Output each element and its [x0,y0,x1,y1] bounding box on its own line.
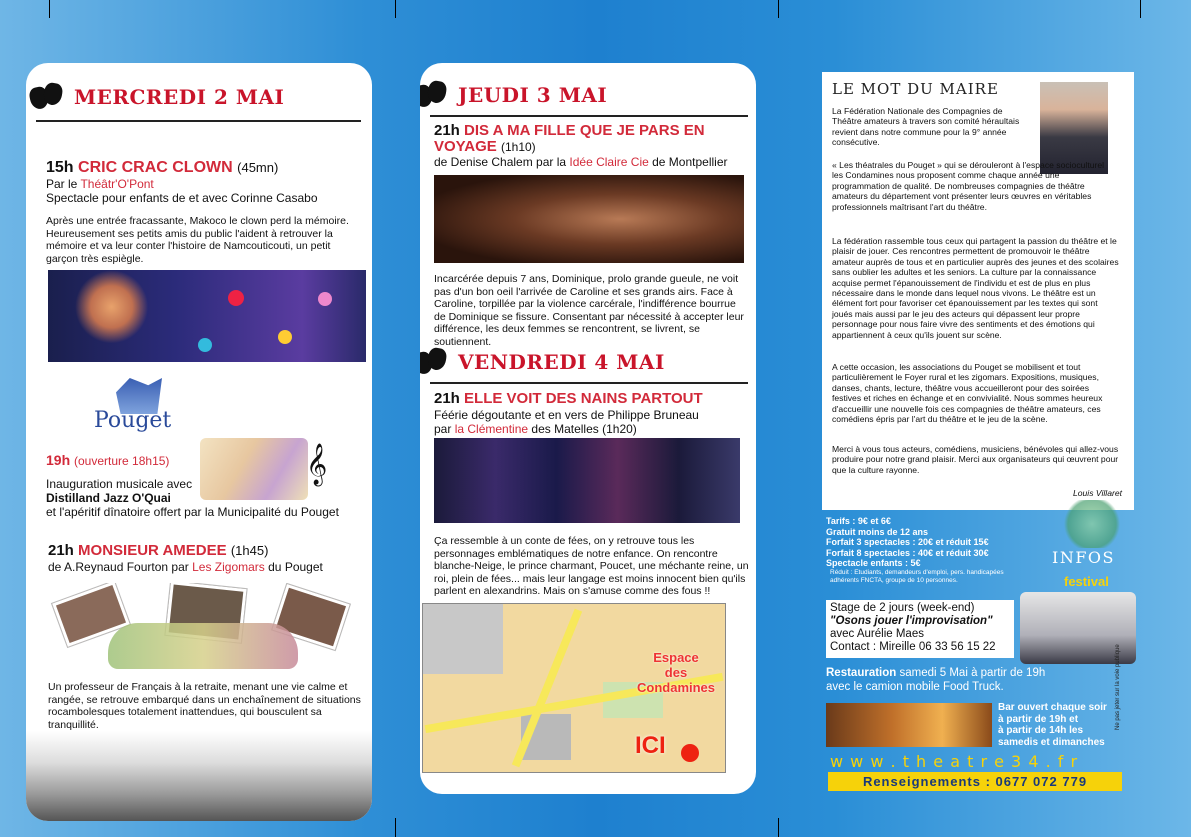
ball-decoration [278,330,292,344]
event-nains-partout: 21h ELLE VOIT DES NAINS PARTOUT Féérie dégoutante et en vers de Philippe Bruneau par la Clémentine des Matelles (1h20) [434,390,703,436]
event-duration: (45mn) [237,160,279,175]
map-photo [423,604,503,674]
event-description: Un professeur de Français à la retraite, menant une vie calme et rangée, se retrouve embarqué dans un enchaînement de situations rocambolesques totalement inattendues, qui bousculent sa tranquillité. [48,681,361,731]
mayor-paragraph: « Les théatrales du Pouget » qui se dérouleront à l'espace socioculturel les Condamines nous proposent comme chaque année une programmation de qualité. De nombreuses compagnies de théâtre amateurs du département vont présenter leurs œuvres en véritables professionnels maîtrisant l'art du théâtre. [832,160,1105,212]
zigomars-photo-collage [28,583,364,673]
infos-label: INFOS [1052,548,1115,567]
event-title: MONSIEUR AMEDEE [78,542,227,559]
panel-mayor-message [822,72,1134,510]
ball-decoration [198,338,212,352]
event-duration: (1h45) [230,543,269,558]
ball-decoration [228,290,244,306]
event-time: 21h [434,390,460,407]
map-venue-label: Espace des Condamines [637,650,716,695]
location-pin-icon [681,744,699,762]
crop-mark [778,0,779,18]
music-note-icon: 𝄞 [306,443,328,484]
day-header-thursday [420,81,607,109]
website-link[interactable]: w w w . t h e a t r e 3 4 . f r [830,752,1079,771]
mayor-paragraph: La Fédération Nationale des Compagnies de Théâtre amateurs à travers son comité héraultais revient dans notre commune pour la 9° année consécutive. [832,106,1020,148]
mayor-paragraph: La fédération rassemble tous ceux qui partagent la passion du théâtre et le plaisir de jouer. Ces rencontres permettent de promouvoir le théâtre amateur auprès de tous et en particulier auprès des jeunes et des scolaires sans oublier les adultes et les seniors. La culture par la connaissance acquise permet l'épanouissement de l'individu et est de plus en plus nécessaire dans le monde dans lequel nous vivons. Le théâtre est un élément fort pour favoriser cet épanouissement par les textes qui sont joués mais aussi par le jeu des acteurs qui dépassent leur propre personnage pour nous faire vivre des sentiments et des émotions qui appartiennent à ceux qu'ils jouent sur scène. [832,236,1119,340]
pouget-logo: Pouget [94,378,164,442]
event-time: 15h [46,159,74,176]
event-cric-crac: 15h CRIC CRAC CLOWN (45mn) Par le Théâtr'O'Pont Spectacle pour enfants de et avec Corinne Casabo [46,159,318,205]
divider [36,120,361,122]
company-name: Les Zigomars [192,560,265,574]
event-time: 21h [48,542,74,559]
event-time: 19h [46,452,71,468]
theatre-masks-icon [30,83,64,111]
event-title: DIS A MA FILLE QUE JE PARS EN VOYAGE [434,122,705,155]
audience-silhouettes [26,731,372,821]
mayor-paragraph: A cette occasion, les associations du Pouget se mobilisent et tout particulièrement le Foyer rural et les zigomars. Expositions, musiques, danses, chants, lecture, théâtre vous accueilleront pour des soirées festives et riches en échange et en convivialité. Nous sommes heureux d'accueillir une nouvelle fois ces compagnies de théâtre amateurs, ces comédiens épris par l'art du théâtre et le jeu de la scène. [832,362,1103,425]
play-photo-women [434,175,744,263]
event-monsieur-amedee: 21h MONSIEUR AMEDEE (1h45) de A.Reynaud Fourton par Les Zigomars du Pouget [48,542,323,574]
bar-info: Bar ouvert chaque soir à partir de 19h et à partir de 14h les samedis et dimanches [998,702,1107,748]
event-inauguration: 19h (ouverture 18h15) [46,452,170,468]
price-list: Tarifs : 9€ et 6€ Gratuit moins de 12 ans Forfait 3 spectacles : 20€ et réduit 15€ Forfait 8 spectacles : 40€ et réduit 30€ Spectacle enfants : 5€ Réduit : Etudiants, demandeurs d'emploi, pers. handicapées adhérents FNCTA, groupe de 10 personnes. [826,516,1004,584]
crop-mark [395,818,396,837]
restauration-info: Restauration samedi 5 Mai à partir de 19h avec le camion mobile Food Truck. [826,667,1046,693]
stage-box: Stage de 2 jours (week-end) "Osons jouer l'improvisation" avec Aurélie Maes Contact : Mireille 06 33 56 15 22 [826,600,1014,658]
event-dis-a-ma-fille: 21h DIS A MA FILLE QUE JE PARS EN VOYAGE (1h10) de Denise Chalem par la Idée Claire Cie de Montpellier [434,122,728,169]
contact-banner: Renseignements : 0677 072 779 [828,772,1122,791]
mayor-paragraph: Merci à vous tous acteurs, comédiens, musiciens, bénévoles qui allez-vous produire pour notre grand plaisir. Merci aux organisateurs qui œuvrent pour que la culture rayonne. [832,444,1119,475]
theatre-masks-icon [420,348,448,376]
day-title: MERCREDI 2 MAI [74,85,285,109]
company-name: Théâtr'O'Pont [80,177,154,191]
day-title: VENDREDI 4 MAI [458,350,665,374]
festival-label: festival [1064,574,1109,589]
day-header-friday [420,348,665,376]
crop-mark [778,818,779,837]
company-name: Idée Claire Cie [569,155,649,169]
divider [430,382,748,384]
event-description: Ça ressemble à un conte de fées, on y retrouve tous les personnages emblématiques de notre enfance. On rencontre blanche-Neige, le prince charmant, Poucet, une méchante reine, un roi, plein de fées... mais leur langage est moins innocent bien qu'ils parlent en alexandrins. Mais on s'amuse comme des fous !! [434,535,749,597]
event-duration: (1h10) [500,140,536,154]
company-name: la Clémentine [454,422,529,436]
ball-decoration [318,292,332,306]
theatre-masks-icon [420,81,448,109]
event-title: ELLE VOIT DES NAINS PARTOUT [464,390,703,407]
event-title: CRIC CRAC CLOWN [78,159,233,176]
legal-notice: Ne pas jeter sur la voie publique [1115,644,1121,730]
event-description: Incarcérée depuis 7 ans, Dominique, prolo grande gueule, ne voit pas d'un bon oeil l'arrivée de Caroline et ses grands airs. Face à Caroline, torpillée par la violence carcérale, l'indifférence bourrue de Dominique se fissure. Consentant par nécessité à accepter leur différence, les deux femmes se rencontrent, se livrent, se soutiennent. [434,273,744,348]
mayor-title: LE MOT DU MAIRE [832,80,999,98]
clown-photo [48,270,366,362]
panel-wednesday [26,63,372,821]
crop-mark [395,0,396,18]
crop-mark [49,0,50,18]
day-header-wednesday [30,83,284,111]
panel-thursday-friday [420,63,756,794]
divider [430,115,748,117]
day-title: JEUDI 3 MAI [458,83,608,107]
mayor-signature: Louis Villaret [1072,488,1122,498]
event-time: 21h [434,122,460,139]
crop-mark [1140,0,1141,18]
map-here-label: ICI [635,732,666,759]
location-map [422,603,726,773]
event-inauguration-detail: Inauguration musicale avec Distilland Jazz O'Quai et l'apéritif dînatoire offert par la Municipalité du Pouget [46,477,339,519]
play-photo-costumes [434,438,740,523]
festival-logo-icon [1060,500,1124,548]
event-description: Après une entrée fracassante, Makoco le clown perd la mémoire. Heureusement ses petits amis du public l'aident à retrouver la mémoire et va leur conter l'histoire de Namcouticouti, un petit garçon très espiègle. [46,215,349,265]
bar-photo [826,703,992,747]
